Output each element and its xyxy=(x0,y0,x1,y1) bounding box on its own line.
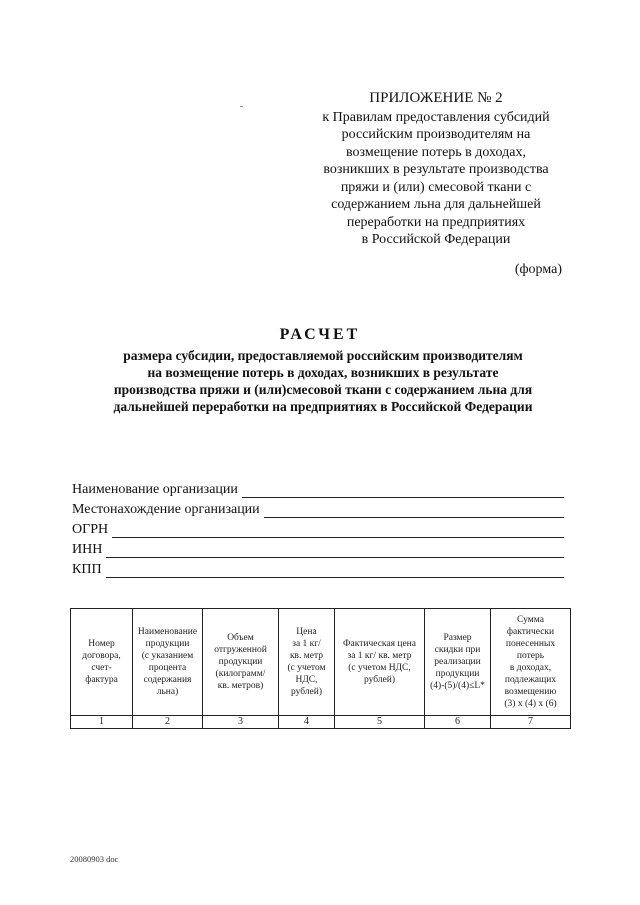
column-header xyxy=(425,609,491,716)
column-number: 2 xyxy=(133,716,203,729)
fill-line[interactable] xyxy=(242,484,564,498)
calculation-table xyxy=(70,608,571,729)
column-number: 7 xyxy=(491,716,571,729)
header-line: возмещению xyxy=(504,687,557,697)
header-line: НДС, xyxy=(295,675,318,685)
header-line: счет- xyxy=(91,663,112,673)
scan-speck xyxy=(240,106,243,107)
column-header xyxy=(335,609,425,716)
field-label: ОГРН xyxy=(72,522,109,537)
column-header xyxy=(491,609,571,716)
organization-fields xyxy=(72,478,564,578)
column-header xyxy=(203,609,279,716)
header-line: (с учетом xyxy=(287,663,326,673)
header-line: за 1 кг/ xyxy=(292,639,321,649)
fill-line[interactable] xyxy=(106,564,564,578)
document-subtitle xyxy=(68,347,578,415)
appendix-title: ПРИЛОЖЕНИЕ № 2 xyxy=(369,90,503,106)
appendix-line: возникших в результате производства xyxy=(323,162,549,177)
field-label: ИНН xyxy=(72,542,103,557)
column-header xyxy=(71,609,133,716)
calculation-table-wrapper xyxy=(70,608,570,729)
header-line: (с указанием xyxy=(141,651,194,661)
header-line: (с учетом НДС, xyxy=(348,663,411,673)
appendix-line: содержанием льна для дальнейшей xyxy=(331,197,541,212)
subtitle-line: на возмещение потерь в доходах, возникших в результате xyxy=(147,365,499,380)
header-line: процента xyxy=(148,663,187,673)
header-line: Наименование xyxy=(137,627,198,637)
field-ogrn xyxy=(72,518,564,538)
header-line: продукции xyxy=(145,639,190,649)
column-number: 3 xyxy=(203,716,279,729)
header-line: Сумма xyxy=(517,615,544,625)
column-number: 1 xyxy=(71,716,133,729)
header-line: потерь xyxy=(516,651,545,661)
subtitle-line: дальнейшей переработки на предприятиях в Российской Федерации xyxy=(113,399,533,414)
column-header xyxy=(133,609,203,716)
header-line: продукции xyxy=(218,657,263,667)
header-line: реализации xyxy=(434,657,481,667)
header-line: Размер xyxy=(443,633,472,643)
field-organization-name xyxy=(72,478,564,498)
header-line: продукции xyxy=(435,669,480,679)
header-line: рублей) xyxy=(290,687,323,697)
column-header xyxy=(279,609,335,716)
header-line: (килограмм/ xyxy=(215,669,266,679)
appendix-line: возмещение потерь в доходах, xyxy=(346,144,526,160)
field-label: Местонахождение организации xyxy=(72,502,260,517)
fill-line[interactable] xyxy=(106,544,564,558)
field-organization-location xyxy=(72,498,564,518)
appendix-line: пряжи и (или) смесовой ткани с xyxy=(340,179,532,195)
header-line: кв. метров) xyxy=(217,681,264,691)
header-line: содержания xyxy=(143,675,192,685)
header-line: за 1 кг/ кв. метр xyxy=(347,651,412,661)
header-line: льна) xyxy=(156,687,179,697)
field-kpp xyxy=(72,558,564,578)
appendix-line: к Правилам предоставления субсидий xyxy=(322,109,550,125)
header-line: Фактическая цена xyxy=(343,639,416,649)
appendix-line: переработки на предприятиях xyxy=(346,214,526,230)
appendix-line: в Российской Федерации xyxy=(361,232,511,247)
field-inn xyxy=(72,538,564,558)
header-line: кв. метр xyxy=(289,651,324,661)
fill-line[interactable] xyxy=(264,504,564,518)
column-number: 4 xyxy=(279,716,335,729)
fill-line[interactable] xyxy=(112,524,564,538)
header-line: договора, xyxy=(82,651,121,661)
header-line: рублей) xyxy=(363,675,396,685)
header-line: (3) x (4) x (6) xyxy=(504,699,557,709)
table-header-row xyxy=(71,609,571,716)
table-number-row xyxy=(71,716,571,729)
header-line: Цена xyxy=(296,627,317,637)
field-label: КПП xyxy=(72,562,102,577)
form-label: (форма) xyxy=(514,262,562,277)
header-line: понесенных xyxy=(505,639,556,649)
header-line: фактура xyxy=(85,675,118,685)
subtitle-line: размера субсидии, предоставляемой российским производителям xyxy=(123,348,523,363)
subtitle-line: производства пряжи и (или)смесовой ткани с содержанием льна для xyxy=(113,382,533,397)
column-number: 5 xyxy=(335,716,425,729)
header-line: Номер xyxy=(88,639,115,649)
header-line: подлежащих xyxy=(504,675,557,685)
field-label: Наименование организации xyxy=(72,482,238,497)
file-footer: 20080903 doc xyxy=(70,854,119,864)
header-line: в доходах, xyxy=(509,663,552,673)
header-line: Объем xyxy=(227,633,254,643)
header-line: отгруженной xyxy=(214,645,267,655)
header-line: фактически xyxy=(506,627,555,637)
appendix-block xyxy=(300,90,572,249)
document-title: РАСЧЕТ xyxy=(279,326,361,343)
appendix-line: российским производителям на xyxy=(341,127,531,142)
header-line: скидки при xyxy=(434,645,481,655)
column-number: 6 xyxy=(425,716,491,729)
header-line: (4)-(5)/(4)≤L* xyxy=(430,681,485,691)
